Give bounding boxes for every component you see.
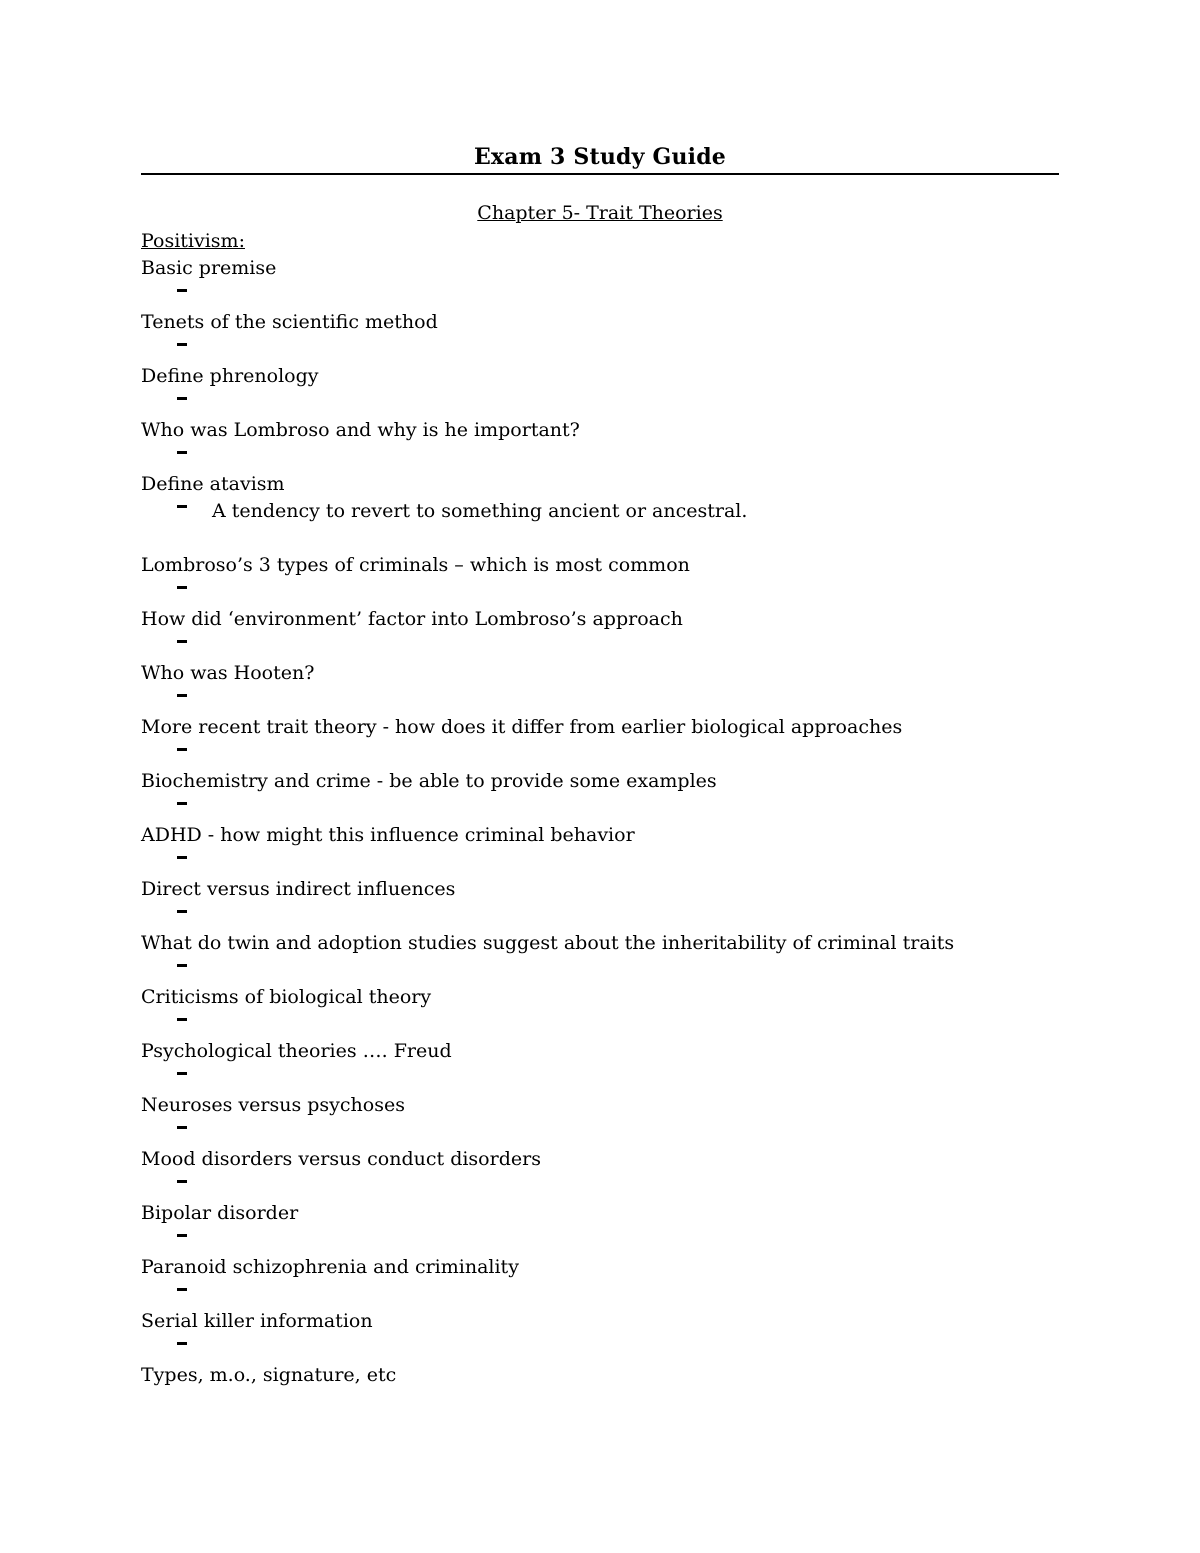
dash-bullet-icon [177,802,187,805]
study-question: Define phrenology [141,365,319,387]
study-question: More recent trait theory - how does it differ from earlier biological approaches [141,716,903,738]
dash-bullet-icon [177,856,187,859]
study-question: Serial killer information [141,1310,373,1332]
answer-bullet-line [141,849,1059,876]
dash-bullet-icon [177,964,187,967]
dash-bullet-icon [177,694,187,697]
answer-bullet-line [141,633,1059,660]
answer-bullet-line [141,1065,1059,1092]
study-question: Lombroso’s 3 types of criminals – which is most common [141,554,690,576]
dash-bullet-icon [177,1234,187,1237]
answer-text: A tendency to revert to something ancient or ancestral. [212,500,748,522]
study-question: Who was Lombroso and why is he important? [141,419,580,441]
dash-bullet-icon [177,1342,187,1345]
dash-bullet-icon [177,586,187,589]
dash-bullet-icon [177,1126,187,1129]
dash-bullet-icon [177,748,187,751]
study-question: ADHD - how might this influence criminal behavior [141,824,635,846]
dash-bullet-icon [177,451,187,454]
answer-bullet-line [141,1281,1059,1308]
answer-bullet-line [141,282,1059,309]
study-question: Define atavism [141,473,285,495]
answer-bullet-line [141,336,1059,363]
answer-bullet-line [141,1335,1059,1362]
dash-bullet-icon [177,1180,187,1183]
answer-bullet-line [141,1173,1059,1200]
study-question: Bipolar disorder [141,1202,299,1224]
spacer [141,525,1059,552]
answer-bullet-line [141,390,1059,417]
answer-bullet-line [141,795,1059,822]
answer-bullet-line [141,741,1059,768]
dash-bullet-icon [177,640,187,643]
study-question: Direct versus indirect influences [141,878,456,900]
study-question-list [141,255,1059,1389]
answer-bullet-line [141,1227,1059,1254]
dash-bullet-icon [177,343,187,346]
answer-bullet-line [141,957,1059,984]
study-question: How did ‘environment’ factor into Lombroso’s approach [141,608,683,630]
dash-bullet-icon [177,289,187,292]
answer-bullet-line [141,444,1059,471]
dash-bullet-icon [177,910,187,913]
study-question: Neuroses versus psychoses [141,1094,405,1116]
study-question: Basic premise [141,257,277,279]
answer-bullet-line [141,687,1059,714]
dash-bullet-icon [177,1072,187,1075]
study-question: Criticisms of biological theory [141,986,432,1008]
dash-bullet-icon [177,505,187,508]
answer-bullet-line [141,1119,1059,1146]
dash-bullet-icon [177,1288,187,1291]
dash-bullet-icon [177,397,187,400]
study-question: Biochemistry and crime - be able to provide some examples [141,770,717,792]
answer-bullet-line [141,1011,1059,1038]
document-page [141,140,1059,1389]
chapter-heading: Chapter 5- Trait Theories [477,202,723,224]
study-question: Who was Hooten? [141,662,315,684]
study-question: Paranoid schizophrenia and criminality [141,1256,519,1278]
answer-bullet-line [141,903,1059,930]
study-question: Psychological theories …. Freud [141,1040,452,1062]
document-title: Exam 3 Study Guide [473,144,727,170]
study-question: Tenets of the scientific method [141,311,438,333]
answer-bullet-line [141,498,1059,525]
study-question: What do twin and adoption studies suggest about the inheritability of criminal traits [141,932,955,954]
study-question: Types, m.o., signature, etc [141,1364,397,1386]
study-question: Mood disorders versus conduct disorders [141,1148,541,1170]
dash-bullet-icon [177,1018,187,1021]
section-heading: Positivism: [141,230,245,252]
answer-bullet-line [141,579,1059,606]
